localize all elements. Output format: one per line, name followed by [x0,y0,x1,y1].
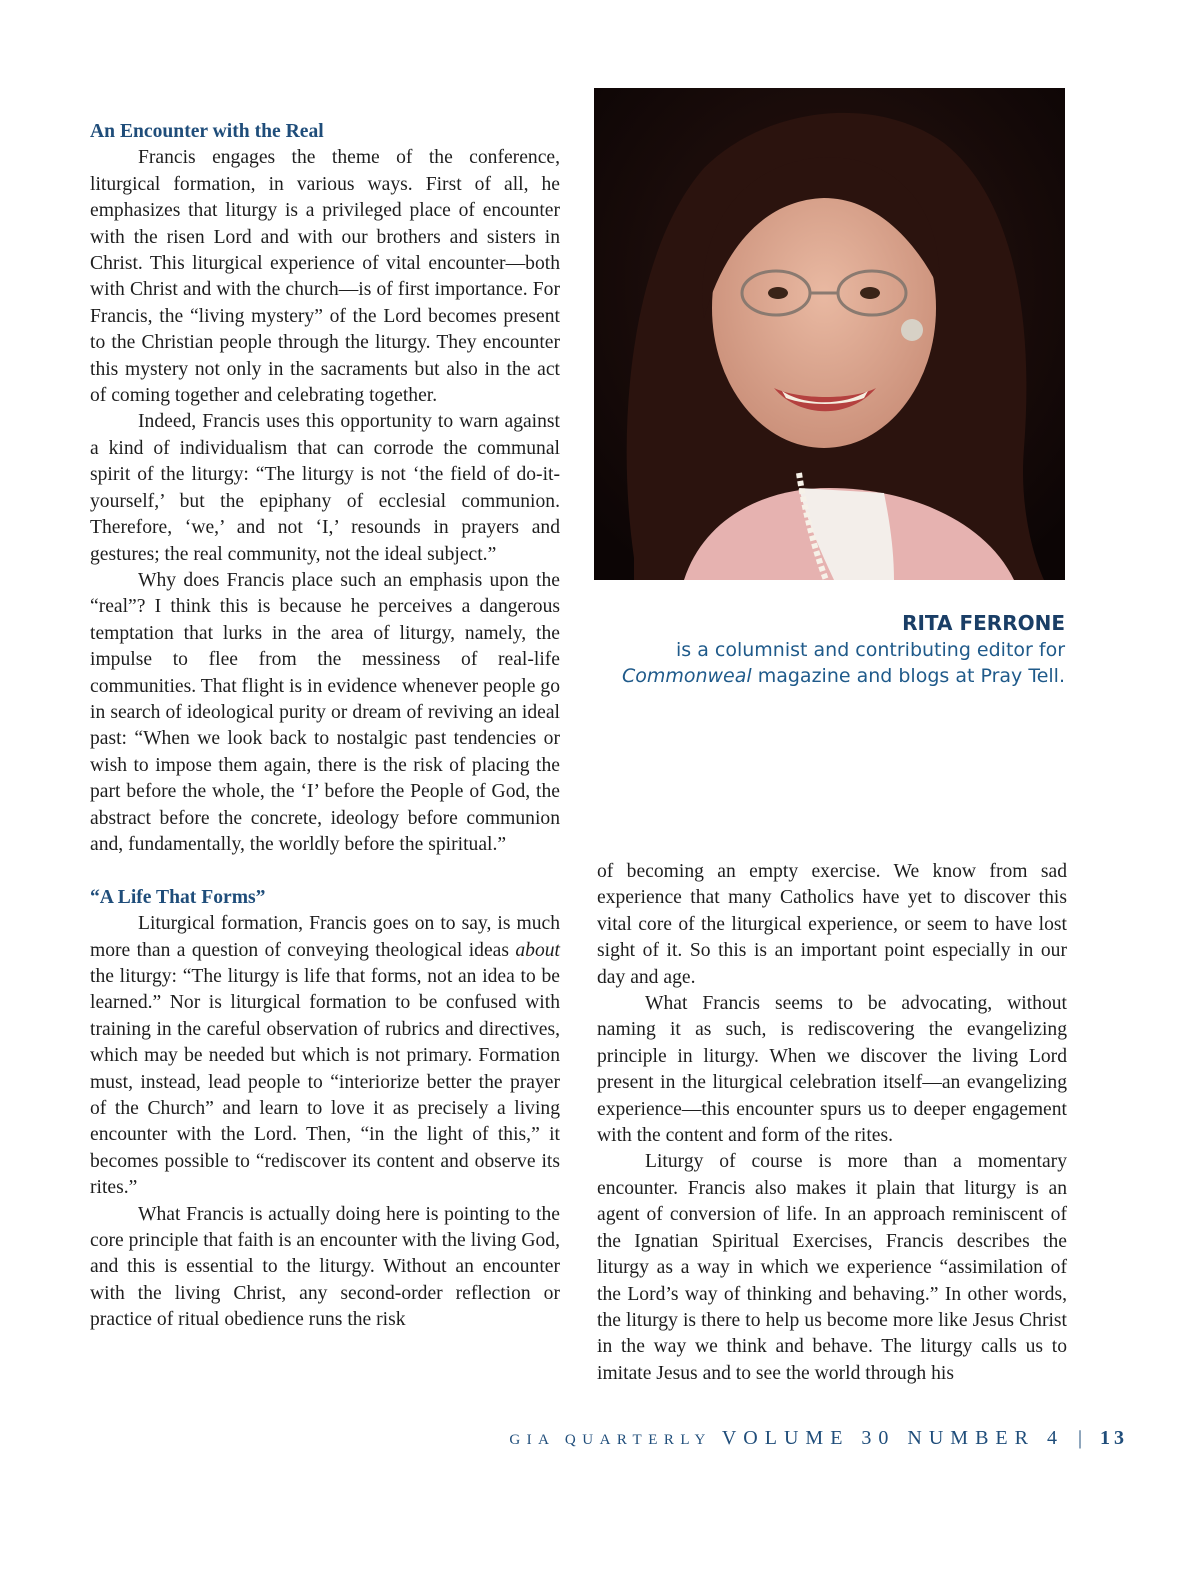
text-run: the liturgy: “The liturgy is life that forms, not an idea to be learned.” Nor is liturgical formation to be confused with training in the careful observation of rubrics and directives, which may be needed but which is not primary. Formation must, instead, lead people to “interiorize better the prayer of the Church” and learn to love it as precisely a living encounter with the Lord. Then, “in the light of this,” it becomes possible to “rediscover its content and observe its rites.” [90,965,560,1199]
author-bio-line [594,663,1065,690]
author-bio-text: magazine and blogs at Pray Tell. [751,665,1065,687]
left-column [90,119,560,1334]
section-heading-life-that-forms: “A Life That Forms” [90,886,266,908]
paragraph: of becoming an empty exercise. We know from sad experience that many Catholics have yet to discover this vital core of the liturgical experience, or seem to have lost sight of it. So this is an important point especially in our day and age. [597,861,1067,988]
publication-name: Commonweal [621,665,752,687]
author-bio [594,610,1065,690]
author-photo [594,88,1065,580]
page-footer [0,1427,1128,1450]
footer-publication: GIA QUARTERLY [509,1432,712,1448]
author-name: RITA FERRONE [902,611,1065,635]
right-column [597,859,1067,1387]
author-bio-line: is a columnist and contributing editor for [676,638,1065,661]
footer-separator: | [1077,1427,1082,1449]
paragraph: Indeed, Francis uses this opportunity to warn against a kind of individualism that can corrode the communal spirit of the liturgy: “The liturgy is not ‘the field of do-it-yourself,’ but the epiphany of ecclesial communion. Therefore, ‘we,’ and not ‘I,’ resounds in prayers and gestures; the real community, not the ideal subject.” [90,411,560,565]
emphasis-text: about [515,939,560,961]
footer-volume: VOLUME 30 NUMBER 4 [721,1427,1064,1449]
page-number: 13 [1100,1427,1128,1449]
spacer [90,858,560,884]
paragraph [90,911,560,1201]
paragraph: What Francis is actually doing here is pointing to the core principle that faith is an encounter with the living God, and this is essential to the liturgy. Without an encounter with the living Christ, any second-order reflection or practice of ritual obedience runs the risk [90,1203,560,1331]
section-heading-encounter: An Encounter with the Real [90,121,324,142]
paragraph: Liturgy of course is more than a momentary encounter. Francis also makes it plain that liturgy is an agent of conversion of life. In an approach reminiscent of the Ignatian Spiritual Exercises, Francis describes the liturgy as a way in which we experience “assimilation of the Lord’s way of thinking and behaving.” In other words, the liturgy is there to help us become more like Jesus Christ in the way we think and behave. The liturgy calls us to imitate Jesus and to see the world through his [597,1151,1067,1384]
text-run: Liturgical formation, Francis goes on to say, is much more than a question of conveying theological ideas [90,913,560,961]
paragraph: What Francis seems to be advocating, without naming it as such, is rediscovering the evangelizing principle in liturgy. When we discover the living Lord present in the liturgical celebration itself—an evangelizing experience—this encounter spurs us to deeper engagement with the content and form of the rites. [597,993,1067,1147]
paragraph: Francis engages the theme of the conference, liturgical formation, in various ways. First of all, he emphasizes that liturgy is a privileged place of encounter with the risen Lord and with our brothers and sisters in Christ. This liturgical experience of vital encounter—both with Christ and with the church—is of first importance. For Francis, the “living mystery” of the Lord becomes present to the Christian people through the liturgy. They encounter this mystery not only in the sacraments but also in the act of coming together and celebrating together. [90,147,560,407]
paragraph: Why does Francis place such an emphasis upon the “real”? I think this is because he perceives a dangerous temptation that lurks in the area of liturgy, namely, the impulse to flee from the messiness of real-life communities. That flight is in evidence whenever people go in search of ideological purity or dream of reviving an ideal past: “When we look back to nostalgic past tendencies or wish to impose them again, there is the risk of placing the part before the whole, the ‘I’ before the People of God, the abstract before the concrete, ideology before communion and, fundamentally, the worldly before the spiritual.” [90,569,560,855]
